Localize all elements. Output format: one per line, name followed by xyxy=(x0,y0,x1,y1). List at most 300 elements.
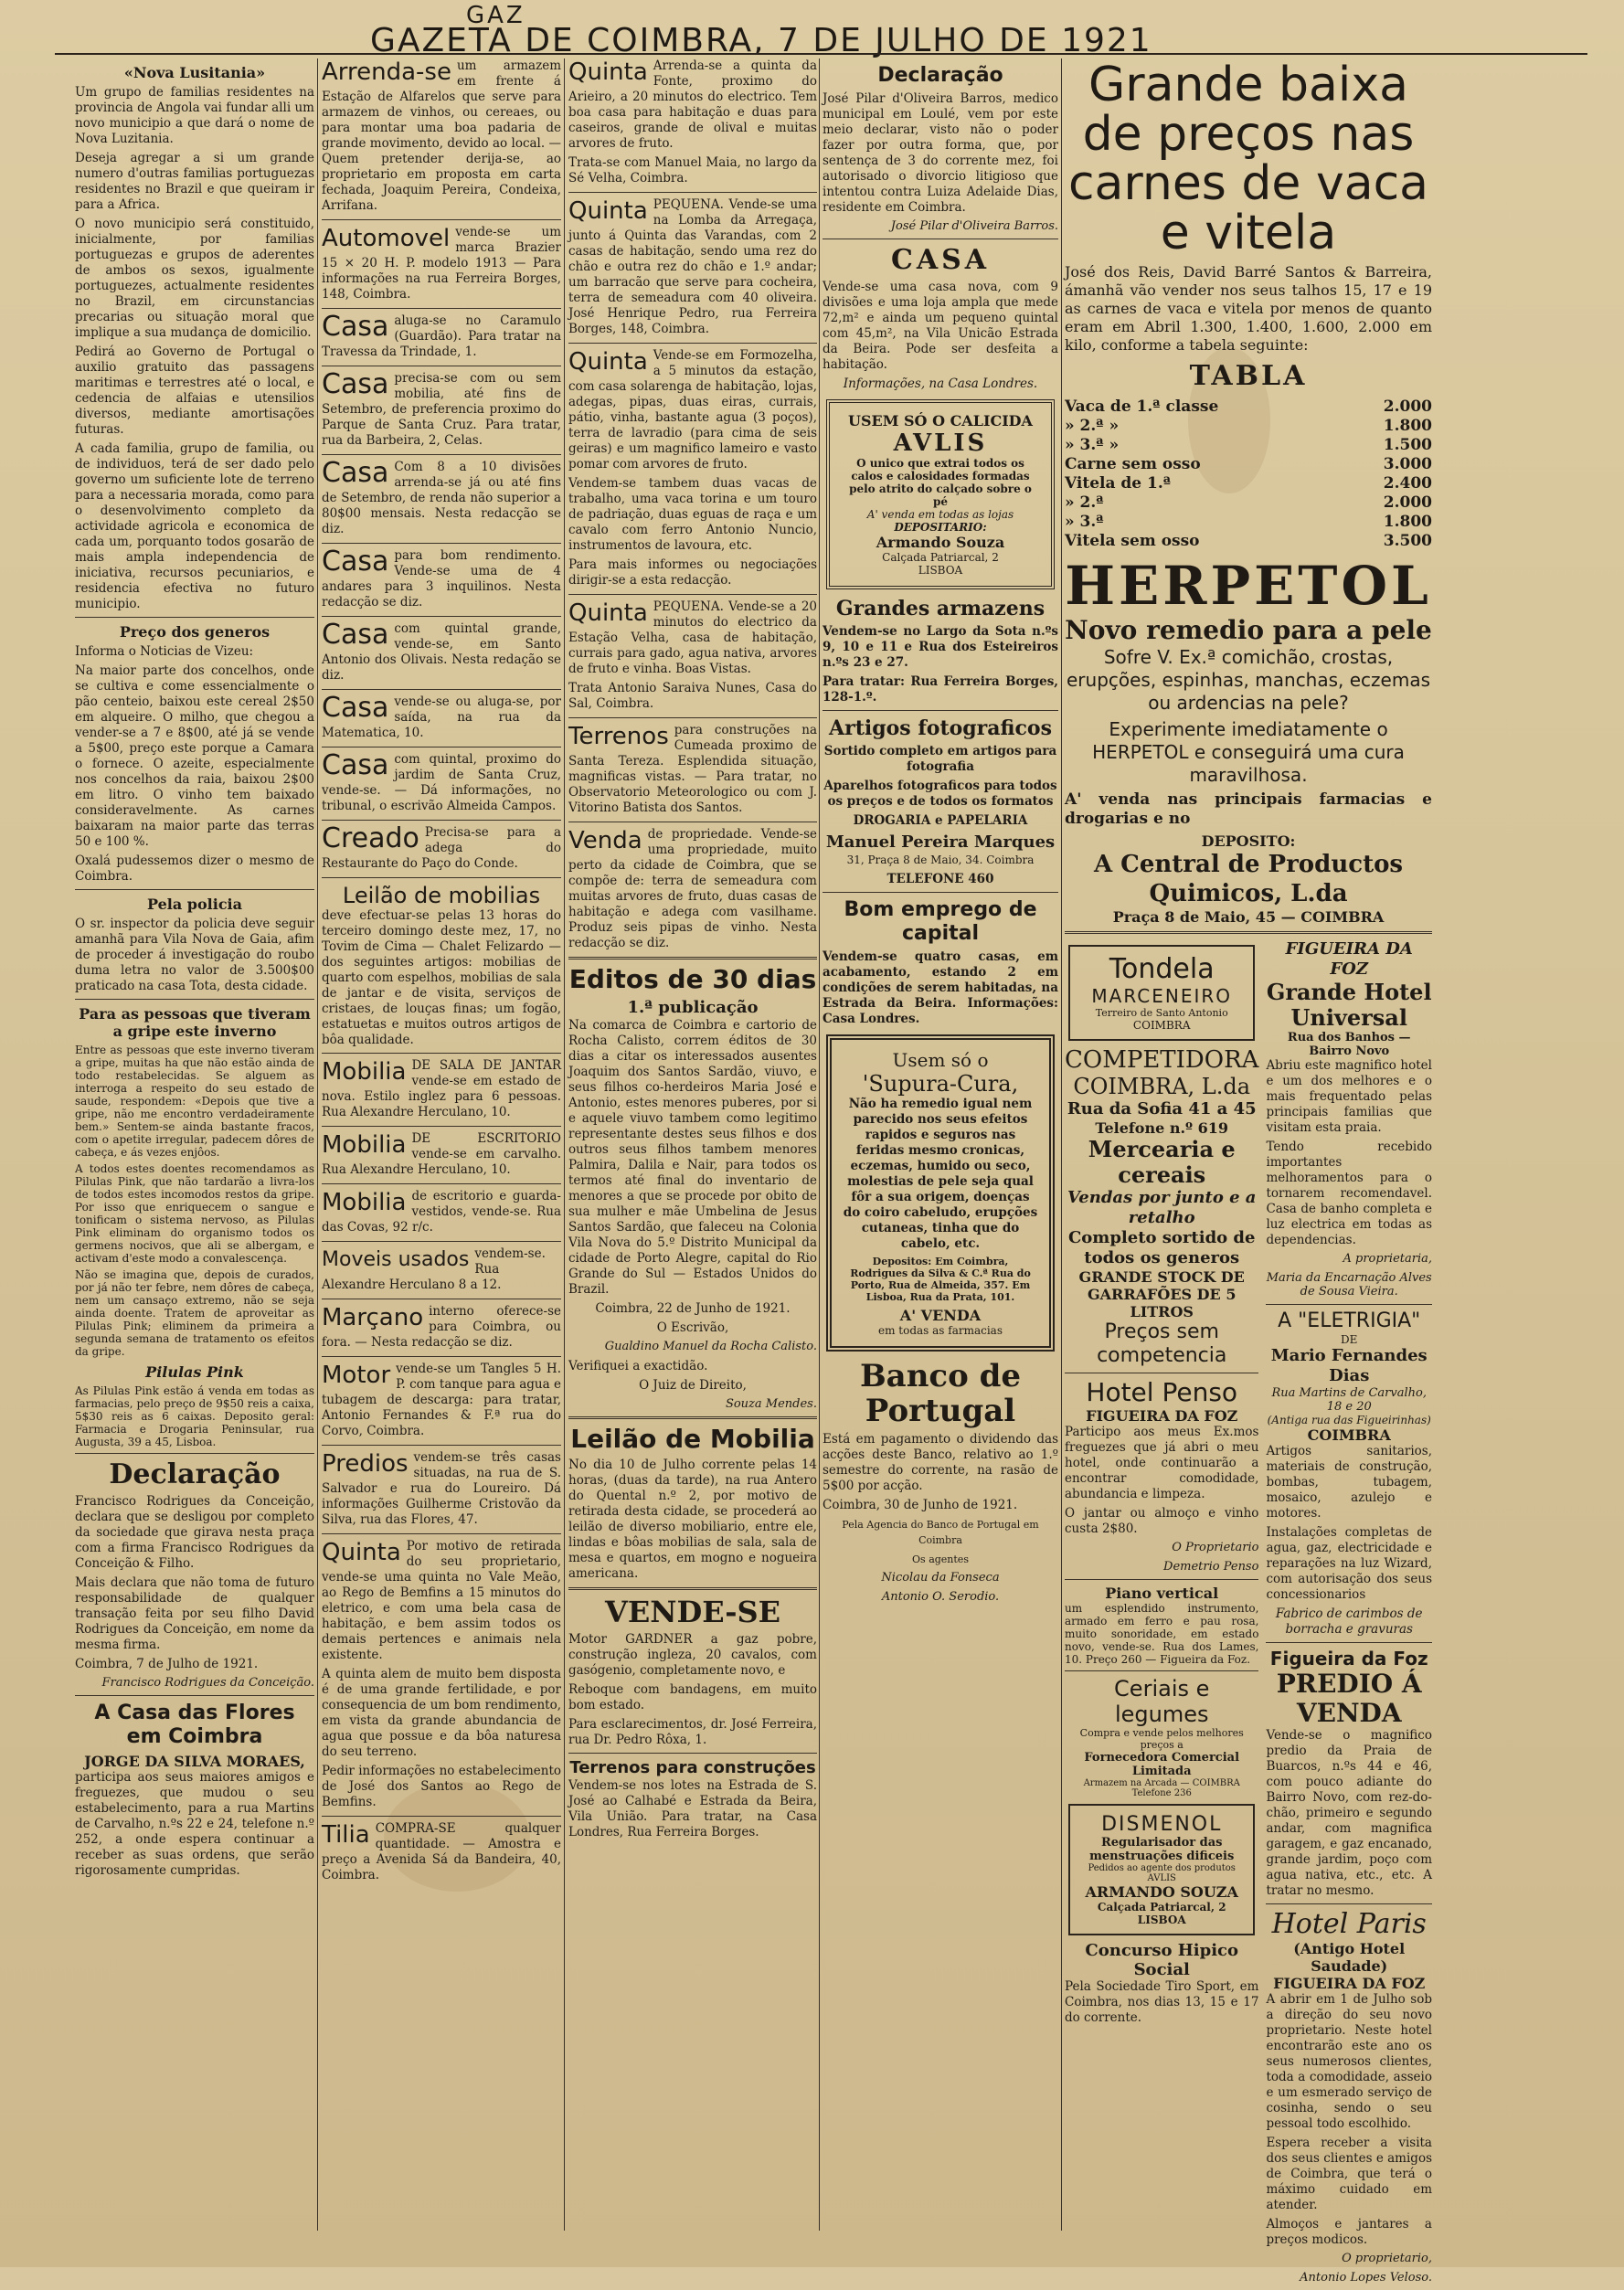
ad-text: Praça 8 de Maio, 45 — COIMBRA xyxy=(1112,908,1385,926)
ad-text: Francisco Rodrigues da Conceição, declara que se desligou por completo da sociedade que girava nesta praça com a firma Francisco Rodrigues da Conceição & Filho. xyxy=(75,1494,314,1571)
ad-title: VENDE-SE xyxy=(605,1595,780,1629)
ad-text: Pedir informações no estabelecimento de José dos Santos ao Rego de Bemfins. xyxy=(322,1764,561,1809)
ad-title: Grande Hotel Universal xyxy=(1266,979,1432,1031)
ad-lead: Casa xyxy=(322,311,389,343)
ad-title: Piano vertical xyxy=(1105,1585,1219,1602)
ad-text: LISBOA xyxy=(1137,1914,1186,1926)
ad-title: PREDIO Á VENDA xyxy=(1276,1669,1422,1728)
ad-text: Figueira da Foz xyxy=(1269,1648,1428,1670)
masthead-title: GAZETA DE COIMBRA, 7 DE JULHO DE 1921 xyxy=(370,22,1152,59)
price-value: 1.800 xyxy=(1383,417,1432,435)
classified-ad xyxy=(322,1131,561,1178)
ad-title: CASA xyxy=(890,244,991,276)
ad-title: Mercearia e cereais xyxy=(1088,1136,1236,1188)
separator xyxy=(322,1241,561,1242)
ad-title: COMPETIDORA xyxy=(1065,1046,1259,1074)
ad-lead: Mobilia xyxy=(322,1131,407,1159)
ad-text: DE SALA DE JANTAR vende-se em estado de nova. Estilo inglez para 6 pessoas. Rua Alexandre Herculano, 10. xyxy=(322,1058,561,1119)
separator xyxy=(75,1695,314,1696)
ad-text: Vendem-se quatro casas, em acabamento, estando 2 em condições de serem habitadas, na Estrada da Beira. Informações: Casa Londres. xyxy=(823,949,1058,1026)
ad-text: DE ESCRITORIO vende-se em carvalho. Rua Alexandre Herculano, 10. xyxy=(322,1131,561,1177)
ad-text: de escritorio e guarda-vestidos, vende-se. Rua das Covas, 92 r/c. xyxy=(322,1189,561,1235)
classified-ad xyxy=(322,749,561,814)
ad-text: PEQUENA. Vende-se a 20 minutos do electrico da Estação Velha, casa de habitação, currais para gado, agua nativa, arvores de fruto e vinha. Boas Vistas. xyxy=(568,599,817,676)
signature: Antonio Lopes Veloso. xyxy=(1300,2271,1432,2285)
ad-text: Coimbra, 30 de Junho de 1921. xyxy=(823,1498,1018,1512)
ad-text: Por motivo de retirada do seu proprietario, vende-se uma quinta no Vale Meão, ao Rego de Bemfins a 15 minutos do eletrico, e com uma bela casa de habitação, e bem assim todos os demais pertences e animais nela existente. xyxy=(322,1539,561,1662)
avlis-ad xyxy=(826,399,1055,589)
masthead-top: GAZ xyxy=(466,2,525,29)
classified-ad xyxy=(322,368,561,449)
ad-text: TELEFONE 460 xyxy=(886,872,994,886)
separator xyxy=(568,1587,817,1590)
classified-ad xyxy=(322,1246,561,1293)
separator xyxy=(75,889,314,890)
ad-title: HERPETOL xyxy=(1065,555,1432,617)
ad-split xyxy=(1065,939,1432,2290)
ad-subtitle: JORGE DA SILVA MORAES, xyxy=(84,1753,305,1770)
ad-title: COIMBRA, L.da xyxy=(1073,1074,1251,1099)
ad-text: aluga-se no Caramulo (Guardão). Para tratar na Travessa da Trindade, 1. xyxy=(322,313,561,359)
ad-text: Sofre V. Ex.ª comichão, crostas, erupções, espinhas, manchas, eczemas ou ardencias na pele? xyxy=(1066,646,1431,714)
ad-text: um armazem em frente á Estação de Alfarelos que serve para armazem de vinhos, ou cereaes, ou para montar uma boa padaria de grande movimento, devido ao local. — Quem pretender derija-se, ao proprietario em proposta em carta fechada, Joaquim Pereira, Condeixa, Arrifana. xyxy=(322,58,561,213)
ad-text: ARMANDO SOUZA xyxy=(1085,1883,1238,1901)
ad-text: Pela Sociedade Tiro Sport, em Coimbra, nos dias 13, 15 e 17 do corrente. xyxy=(1065,1979,1259,2025)
ad-text: para bom rendimento. Vende-se uma de 4 andares para 3 inquilinos. Nesta redacção se diz. xyxy=(322,548,561,610)
ad-text: vende-se um marca Brazier 15 × 20 H. P. modelo 1913 — Para informações na rua Ferreira Borges, 148, Coimbra. xyxy=(322,225,561,302)
ad-text: No dia 10 de Julho corrente pelas 14 horas, (duas da tarde), na rua Antero do Quental n.º 2, por motivo de retirada desta cidade, se procederá ao leilão de diverso mobiliario, entre ele, lindas e bôas mobilias de sala, sala de mesa e quartos, em mogno e nogueira americana. xyxy=(568,1458,817,1581)
ad-text: vendem-se. Rua Alexandre Herculano 8 a 12. xyxy=(322,1246,546,1292)
price-value: 2.000 xyxy=(1383,493,1432,512)
masthead-rule xyxy=(55,53,1587,55)
ad-text: Motor GARDNER a gaz pobre, construção ingleza, 20 cavalos, com gasógenio, completamente novo, e xyxy=(568,1632,817,1678)
article-text: Entre as pessoas que este inverno tiveram a gripe, muitas ha que não estão ainda de todo restabelecidas. Se alguem as interroga a respeito do seu estado de saude, respondem: «Depois que tive a gripe, não me encontro verdadeiramente bem.» Sentem-se ainda bastante fracos, com o apetite irregular, padecem dôres de cabeça, e ás vezes enjôos. xyxy=(75,1044,314,1159)
signature: Antonio O. Serodio. xyxy=(881,1590,1000,1604)
separator xyxy=(75,1453,314,1454)
separator xyxy=(823,710,1058,711)
ad-lead: Quinta xyxy=(322,1539,401,1566)
ad-text: precisa-se com ou sem mobilia, até fins de Setembro, de preferencia proximo do Parque de Santa Cruz. Para tratar, rua da Barbeira, 2, Celas. xyxy=(322,371,561,448)
ad-text: Vende-se em Formozelha, a 5 minutos da estação, com casa solarenga de habitação, lojas, adegas, pipas, duas eiras, currais, pátio, vinha, bastante agua (3 poços), terra de lavradio (para cima de seis geiras) e um magnifico lameiro e vasto pomar com arvores de fruto. xyxy=(568,348,817,472)
column-divider xyxy=(1061,58,1062,2231)
separator xyxy=(322,1533,561,1534)
ad-text: Espera receber a visita dos seus clientes e amigos de Coimbra, que terá o máximo cuidado em atender. xyxy=(1266,2136,1432,2212)
ad-title: 'Supura-Cura, xyxy=(862,1071,1019,1097)
column-1 xyxy=(75,58,314,2249)
price-row xyxy=(1065,436,1432,455)
signature: José Pilar d'Oliveira Barros. xyxy=(890,219,1058,233)
ad-lead: Quinta xyxy=(568,599,648,627)
ad-text: Aparelhos fotograficos para todos os preços e de todos os formatos xyxy=(823,779,1057,809)
ad-title: Declaração xyxy=(109,1458,281,1490)
ad-text: Para esclarecimentos, dr. José Ferreira, rua Dr. Pedro Rôxa, 1. xyxy=(568,1717,817,1747)
ad-text: USEM SÓ O CALICIDA xyxy=(848,412,1033,429)
ad-lead: Tilia xyxy=(322,1821,370,1849)
ad-text: O jantar ou almoço e vinho custa 2$80. xyxy=(1065,1506,1259,1536)
dismenol-ad xyxy=(1068,1804,1255,1935)
signature: A proprietaria, xyxy=(1343,1252,1432,1266)
ad-text: de propriedade. Vende-se uma propriedade, muito perto da cidade de Coimbra, que se compõe de: terra de semeadura com muitas arvores de fruto, duas casas de habitação e adega com vasilhame. Produz seis pipas de vinho. Nesta redacção se diz. xyxy=(568,827,817,950)
ad-text: Coimbra, 7 de Julho de 1921. xyxy=(75,1657,259,1671)
separator xyxy=(322,877,561,878)
table-title: TABLA xyxy=(1189,360,1308,392)
signature: Demetrio Penso xyxy=(1163,1560,1259,1574)
article-text: Informa o Noticias de Vizeu: xyxy=(75,644,254,659)
separator xyxy=(1065,931,1432,934)
separator xyxy=(568,1416,817,1419)
signature: Souza Mendes. xyxy=(725,1397,817,1411)
ad-text: DE xyxy=(1341,1333,1358,1346)
separator xyxy=(322,454,561,455)
ad-text: Rua Martins de Carvalho, 18 e 20 xyxy=(1271,1386,1427,1414)
classified-ad xyxy=(568,58,817,186)
article-text: Pedirá ao Governo de Portugal o auxilio gratuito das passagens maritimas e terrestres até o local, e cedencia de alfaias e utensilios diversos, mediante amortisações futuras. xyxy=(75,345,314,437)
ad-text: Precisa-se para a adega do Restaurante do Paço do Conde. xyxy=(322,825,561,871)
ad-text: um esplendido instrumento, armado em ferro e pau rosa, muito sonoridade, em estado novo, vende-se. Rua dos Lames, 10. Preço 260 — Figueira da Foz. xyxy=(1065,1602,1259,1666)
classified-ad xyxy=(322,694,561,741)
ad-text: com quintal grande, vende-se, em Santo Antonio dos Olivais. Nesta redação se diz. xyxy=(322,621,561,683)
ad-text: Pela Agencia do Banco de Portugal em Coimbra xyxy=(842,1519,1039,1546)
article-text: A cada familia, grupo de familia, ou de individuos, terá de ser dado pelo governo um suficiente lote de terreno para a necessaria morada, como para o desenvolvimento completo da actividade agricola e economica de cada um, porquanto todos gosarão de mais ampla independencia de iniciativa, recursos pecuniarios, e residencia efectiva no futuro municipio. xyxy=(75,441,314,611)
ad-text: (Antigo Hotel Saudade) xyxy=(1293,1940,1406,1975)
column-4 xyxy=(823,58,1058,2249)
ad-text: Mario Fernandes Dias xyxy=(1270,1346,1428,1385)
price-row xyxy=(1065,398,1432,417)
price-item: Vitela sem osso xyxy=(1065,532,1200,550)
signature: Nicolau da Fonseca xyxy=(881,1571,1000,1585)
ad-lead: Terrenos xyxy=(568,723,669,750)
ad-lead: Venda xyxy=(568,827,642,854)
ad-text: Mais declara que não toma de futuro responsabilidade de qualquer transação feita por seu filho David Rodrigues da Conceição, em nome da mesma firma. xyxy=(75,1575,314,1652)
separator xyxy=(568,957,817,959)
ad-text: Para tratar: Rua Ferreira Borges, 128-1.º. xyxy=(823,674,1058,705)
ad-text: 31, Praça 8 de Maio, 34. Coimbra xyxy=(846,853,1035,866)
separator xyxy=(75,617,314,618)
separator xyxy=(568,343,817,344)
article-text: Oxalá pudessemos dizer o mesmo de Coimbra. xyxy=(75,853,314,884)
ad-title: A Casa das Flores em Coimbra xyxy=(94,1702,295,1748)
separator xyxy=(322,308,561,309)
ad-text: Usem só o xyxy=(892,1049,989,1071)
ad-text: GRANDE STOCK DE GARRAFÕES DE 5 LITROS xyxy=(1078,1268,1245,1320)
ad-text: para construções na Cumeada proximo de Santa Tereza. Esplendida situação, magnificas vistas. — Para tratar, no Observatorio Meteorologico ou com J. Vitorino Batista dos Santos. xyxy=(568,723,817,815)
ad-title: DISMENOL xyxy=(1101,1813,1223,1836)
price-item: Vitela de 1.ª xyxy=(1065,474,1172,493)
ad-text: Sortido completo em artigos para fotografia xyxy=(823,744,1057,774)
ad-text: Coimbra, 22 de Junho de 1921. xyxy=(595,1301,791,1316)
ad-text: Artigos sanitarios, materiais de construção, bombas, tubagem, mosaico, azulejo e motores. xyxy=(1266,1444,1432,1521)
ad-text: Reboque com bandagens, em muito bom estado. xyxy=(568,1682,817,1712)
article-text: Não se imagina que, depois de curados, por já não ter febre, nem dôres de cabeça, nem um cansaço extremo, não se seja ainda doente. Tratem de aproveitar as Pilulas Pink; eliminem da primeira a segunda semana de tratamento os efeitos da gripe. xyxy=(75,1268,314,1358)
ad-title: AVLIS xyxy=(893,429,988,457)
ad-text: Preços sem competencia xyxy=(1097,1320,1227,1367)
article-title: Pilulas Pink xyxy=(145,1363,244,1381)
price-item: Carne sem osso xyxy=(1065,455,1201,473)
ad-lead: Quinta xyxy=(568,348,648,376)
ad-text: Vendem-se no Largo da Sota n.ºs 9, 10 e 11 e Rua dos Esteireiros n.ºs 23 e 27. xyxy=(823,624,1058,670)
ad-title: Grandes armazens xyxy=(835,597,1046,620)
separator xyxy=(1266,1642,1432,1643)
ad-text: Vende-se o magnifico predio da Praia de Buarcos, n.ºs 44 e 46, com pouco adiante do Bairro Novo, com rez-do-chão, primeiro e segundo andar, com magnifica garagem, e gaz encanado, grande jardim, poço com agua nativa, etc., etc. A tratar no mesmo. xyxy=(1266,1728,1432,1898)
ad-subtitle: 1.ª publicação xyxy=(627,998,759,1017)
classified-ad xyxy=(322,1821,561,1883)
ad-subcolumn-right xyxy=(1266,939,1432,2290)
ad-text: Tendo recebido importantes melhoramentos para o tornarem recomendavel. Casa de banho completa e luz electrica em todas as dependencias. xyxy=(1266,1140,1432,1247)
ad-text: MARCENEIRO xyxy=(1091,985,1232,1007)
classified-ad xyxy=(322,225,561,302)
ad-title: Banco de Portugal xyxy=(859,1358,1022,1429)
ad-text: interno oferece-se para Coimbra, ou fora. — Nesta redacção se diz. xyxy=(322,1304,561,1350)
ad-text: Vende-se uma casa nova, com 9 divisões e uma loja ampla que mede 72,m² e ainda um pequeno quintal com 45,m², na Vila Unicão Estrada da Beira. Pode ser desfeita a habitação. xyxy=(823,280,1058,372)
price-item: » 3.ª xyxy=(1065,513,1104,531)
ad-title: Grande baixa de preços nas carnes de vaca e vitela xyxy=(1067,58,1429,260)
price-row xyxy=(1065,493,1432,513)
ad-text: vende-se ou aluga-se, por saída, na rua da Matematica, 10. xyxy=(322,694,561,740)
ad-text: Almoços e jantares a preços modicos. xyxy=(1266,2217,1432,2247)
classified-ad xyxy=(322,313,561,360)
separator xyxy=(1065,1579,1258,1580)
price-value: 2.400 xyxy=(1383,474,1432,493)
ad-text: Experimente imediatamente o HERPETOL e conseguirá uma cura maravilhosa. xyxy=(1092,718,1405,786)
ad-text: Participo aos meus Ex.mos freguezes que já abri o meu hotel, onde continuarão a encontrar comodidade, abundancia e limpeza. xyxy=(1065,1425,1259,1501)
ad-text: (Antiga rua das Figueirinhas) xyxy=(1267,1414,1431,1426)
classified-ad xyxy=(568,723,817,816)
ad-title: Bom emprego de capital xyxy=(844,898,1037,945)
classified-ad xyxy=(322,1450,561,1528)
ad-text: A Central de Productos Quimicos, L.da xyxy=(1093,851,1404,907)
ad-text: Não ha remedio igual nem parecido nos seus efeitos rapidos e seguros nas feridas mesmo cronicas, eczemas, humido ou seco, molestias de pele seja qual fôr a sua origem, doenças do coiro cabeludo, erupções cutaneas, tinha que do cabelo, etc. xyxy=(843,1097,1038,1251)
ad-text: COIMBRA xyxy=(1307,1426,1391,1444)
ad-title: Declaração xyxy=(877,64,1003,87)
ad-text: Compra e vende pelos melhores preços a xyxy=(1079,1727,1244,1751)
ad-text: Vendem-se nos lotes na Estrada de S. José ao Calhabé e Estrada da Beira, Vila União. Para tratar, na Casa Londres, Rua Ferreira Borges. xyxy=(568,1778,817,1839)
column-2 xyxy=(322,58,561,2249)
classified-ad xyxy=(322,457,561,537)
separator xyxy=(322,1126,561,1127)
price-item: » 3.ª » xyxy=(1065,436,1120,454)
price-value: 3.000 xyxy=(1383,455,1432,473)
ad-text: DROGARIA e PAPELARIA xyxy=(853,813,1028,828)
separator xyxy=(1266,1304,1432,1305)
ad-lead: Casa xyxy=(322,692,389,724)
ad-text: A abrir em 1 de Julho sob a direção do seu novo proprietario. Neste hotel encontrarão este ano os seus numerosos clientes, toda a comodidade, asseio e um esmerado serviço de cosinha, sendo o seu pessoal todo escolhido. xyxy=(1266,1992,1432,2131)
ad-text: Rua da Sofia 41 a 45 xyxy=(1067,1099,1257,1118)
ad-text: Informações, na Casa Londres. xyxy=(843,376,1038,391)
article-title: Para as pessoas que tiveram a gripe este inverno xyxy=(79,1005,311,1040)
article-text: A todos estes doentes recomendamos as Pilulas Pink, que não tardarão a livra-los de todos estes incomodos restos da gripe. Por isso que enriquecem o sangue e tonificam o sistema nervoso, as Pilulas Pink eliminam do organismo todos os germens nocivos, que ali se albergam, e activam d'este modo a convalescença. xyxy=(75,1162,314,1265)
signature: O Proprietario xyxy=(1172,1541,1259,1554)
ad-lead: Moveis usados xyxy=(322,1248,470,1271)
ad-text: Vendem-se tambem duas vacas de trabalho, uma vaca torina e um touro de padriação, duas eguas de raça e um cavalo com ferro Antonio Nuncio, instrumentos de lavoura, etc. xyxy=(568,476,817,553)
ad-lead: Casa xyxy=(322,619,389,651)
signature: Maria da Encarnação Alves de Sousa Vieira. xyxy=(1266,1271,1432,1299)
separator xyxy=(322,689,561,690)
column-divider xyxy=(317,58,318,2231)
article-title: Pela policia xyxy=(147,896,242,913)
article-text: Na maior parte dos concelhos, onde se cultiva e come essencialmente o pão centeio, baixou este cereal 2$50 em alqueire. O milho, que chegou a vender-se a 7 e 8$00, até já se vende a 5$00, preço este porque a Camara o fornece. O azeite, especialmente nos concelhos da raia, baixou 2$00 em litro. O vinho tem baixado consideravelmente. As carnes baixaram na maior parte das terras 50 e 100 %. xyxy=(75,663,314,849)
ad-text: Com 8 a 10 divisões arrenda-se já ou até fins de Setembro, de renda não superior a 80$00 mensais. Nesta redacção se diz. xyxy=(322,460,561,536)
ad-lead: Casa xyxy=(322,368,389,400)
ad-text: Armando Souza xyxy=(876,534,1005,551)
ad-text: O Juiz de Direito, xyxy=(639,1378,747,1393)
classified-ad xyxy=(322,1189,561,1235)
ad-text: Instalações completas de agua, gaz, electricidade e reparações na luz Wizard, com autorisação dos seus concessionarios xyxy=(1266,1525,1432,1602)
ad-text: O unico que extrai todos os calos e calosidades formadas pelo atrito do calçado sobre o pé xyxy=(849,457,1032,508)
classified-ad xyxy=(322,1058,561,1120)
classified-ad xyxy=(568,348,817,588)
column-3 xyxy=(568,58,817,2249)
price-row xyxy=(1065,455,1432,474)
ad-text: FIGUEIRA DA FOZ xyxy=(1273,1975,1426,1992)
masthead xyxy=(55,2,1587,59)
ad-text: Telefone n.º 619 xyxy=(1095,1119,1229,1137)
separator xyxy=(823,892,1058,893)
ad-text: vende-se um Tangles 5 H. P. com tanque para agua e tubagem de descarga: para tratar, Antonio Fernandes & F.ª rua do Corvo, Coimbra. xyxy=(322,1362,561,1438)
ad-title: Editos de 30 dias xyxy=(568,964,817,994)
ad-text: José dos Reis, David Barré Santos & Barreira, ámanhã vão vender nos seus talhos 15, 17 e 19 as carnes de vaca e vitela por menos de quanto eram em Abril 1.300, 1.400, 1.600, 2.000 em kilo, conforme a tabela seguinte: xyxy=(1065,263,1432,354)
separator xyxy=(322,616,561,617)
ad-text: Abriu este magnifico hotel e um dos melhores e o mais frequentado pelas principais familias que visitam esta praia. xyxy=(1266,1058,1432,1135)
classified-ad xyxy=(322,58,561,214)
separator xyxy=(322,1356,561,1357)
price-table xyxy=(1065,398,1432,551)
ad-text: com quintal, proximo do jardim de Santa Cruz, vende-se. — Dá informações, no tribunal, o escrivão Almeida Campos. xyxy=(322,752,561,813)
ad-text: Calçada Patriarcal, 2 xyxy=(882,551,999,564)
ad-lead: Casa xyxy=(322,457,389,489)
ad-text: Rua dos Banhos — Bairro Novo xyxy=(1287,1031,1411,1058)
separator xyxy=(322,1816,561,1817)
ad-text: Pedidos ao agente dos produtos AVLIS xyxy=(1088,1863,1236,1883)
separator xyxy=(568,192,817,193)
separator xyxy=(322,1183,561,1184)
classified-ad xyxy=(568,599,817,712)
ad-text: LISBOA xyxy=(918,564,963,577)
classified-ad xyxy=(568,197,817,337)
classified-ad xyxy=(322,1304,561,1351)
separator xyxy=(1065,1670,1258,1671)
separator xyxy=(322,1053,561,1054)
article-title: «Nova Lusitania» xyxy=(123,64,266,81)
ad-title: Leilão de mobilias xyxy=(342,883,541,908)
ad-lead: Quinta xyxy=(568,58,648,86)
price-row xyxy=(1065,474,1432,493)
ad-lead: Quinta xyxy=(568,197,648,225)
ad-text: Trata-se com Manuel Maia, no largo da Sé Velha, Coimbra. xyxy=(568,155,817,186)
article-text: O sr. inspector da policia deve seguir amanhã para Vila Nova de Gaia, afim de proceder á investigação do roubo duma letra no valor de 3.500$00 praticado na casa Tota, desta cidade. xyxy=(75,917,314,993)
separator xyxy=(75,999,314,1000)
ad-text: Calçada Patriarcal, 2 xyxy=(1097,1901,1226,1914)
ad-text: Na comarca de Coimbra e cartorio de Rocha Calisto, correm éditos de 30 dias a citar os interessados ausentes Joaquim dos Santos Sardão, viuvo, e seus filhos co-herdeiros Maria José e Antonio, estes menores puberes, por si e aquele viuvo tambem como legitimo representante destes seus filhos e dos outros seus filhos tambem menores Palmira, Dalila e Nair, para todos os termos até final do inventario de menores a que se procede por obito de sua mulher e mãe Umbelina de Jesus Santos Sardão, que faleceu na Colonia Vila Nova do 5.º Distrito Municipal da cidade de Porto Alegre, capital do Rio Grande do Sul — Estados Unidos do Brazil. xyxy=(568,1018,817,1297)
ad-text: Fabrico de carimbos de borracha e gravuras xyxy=(1275,1606,1423,1637)
price-row xyxy=(1065,513,1432,532)
tondela-ad xyxy=(1068,945,1255,1041)
price-item: » 2.ª xyxy=(1065,493,1104,512)
ad-lead: Mobilia xyxy=(322,1189,407,1216)
ad-text: Depositos: Em Coimbra, Rodrigues da Silva & C.ª Rua do Porto, Rua de Almeida, 357. Em Lisboa, Rua da Prata, 101. xyxy=(850,1256,1031,1303)
separator xyxy=(322,820,561,821)
classified-ad xyxy=(568,827,817,951)
ad-text: A quinta alem de muito bem disposta é de uma grande fertilidade, e por consequencia de um bom rendimento, em vista da grande abundancia de agua que possue e da bôa naturesa do seu terreno. xyxy=(322,1667,561,1759)
ad-text: COIMBRA xyxy=(1132,1019,1191,1032)
classified-ad xyxy=(322,822,561,872)
ad-subcolumn-left xyxy=(1065,939,1258,2290)
ad-text: Os agentes xyxy=(912,1553,969,1565)
ad-text: participa aos seus maiores amigos e freguezes, que mudou o seu estabelecimento, para a rua Martins de Carvalho, n.ºs 22 e 24, telefone n.º 252, a onde espera continuar a receber as suas ordens, que serão rigorosamente cumpridas. xyxy=(75,1770,314,1878)
price-value: 3.500 xyxy=(1383,532,1432,550)
ad-lead: Casa xyxy=(322,749,389,781)
classified-ad xyxy=(322,548,561,610)
ad-text: Para mais informes ou negociações dirigir-se a esta redacção. xyxy=(568,557,817,588)
ad-lead: Motor xyxy=(322,1362,391,1389)
classified-ad xyxy=(322,1362,561,1439)
ad-lead: Marçano xyxy=(322,1304,424,1331)
ad-title: Tondela xyxy=(1109,953,1215,985)
ad-text: em todas as farmacias xyxy=(877,1324,1003,1337)
price-value: 1.500 xyxy=(1383,436,1432,454)
price-row xyxy=(1065,417,1432,436)
ad-text: Vendas por junto e a retalho xyxy=(1067,1188,1257,1227)
ad-lead: Mobilia xyxy=(322,1058,407,1086)
signature: O proprietario, xyxy=(1342,2252,1432,2265)
ad-subtitle: Novo remedio para a pele xyxy=(1065,615,1432,645)
ad-text: Armazem na Arcada — COIMBRA Telefone 236 xyxy=(1083,1778,1240,1798)
separator xyxy=(568,594,817,595)
ad-text: FIGUEIRA DA FOZ xyxy=(1285,939,1413,979)
ad-text: DEPOSITO: xyxy=(1201,832,1296,850)
ad-title: Hotel Paris xyxy=(1271,1908,1427,1940)
ad-lead: Predios xyxy=(322,1450,409,1478)
ad-text: Completo sortido de todos os generos xyxy=(1067,1228,1256,1267)
ad-text: PEQUENA. Vende-se uma na Lomba da Arregaça, junto á Quinta das Varandas, com 2 casas de habitação, sendo uma rez do chão e outra rez do chão e 1.º andar; um barracão que serve para cocheira, terra de semeadura com 40 oliveira. José Henrique Pedro, rua Ferreira Borges, 148, Coimbra. xyxy=(568,197,817,336)
classified-ad xyxy=(322,1539,561,1810)
ad-lead: Creado xyxy=(322,822,419,854)
price-item: » 2.ª » xyxy=(1065,417,1120,435)
ad-text: Verifiquei a exactidão. xyxy=(568,1359,708,1373)
ad-title: Concurso Hipico Social xyxy=(1085,1941,1239,1979)
ad-title: Terrenos para construções xyxy=(569,1758,816,1777)
article-text: O novo municipio será constituido, inicialmente, por familias portuguezas e grupos de aderentes de ambos os sexos, igualmente portuguezes, actualmente residentes no Brazil, em circunstancias precarias ou situação moral que implique a sua mudança de domicilio. xyxy=(75,217,314,340)
separator xyxy=(322,219,561,220)
column-divider xyxy=(819,58,820,2231)
article-text: Um grupo de familias residentes na provincia de Angola vai fundar alli um novo municipio a que dará o nome de Nova Luzitania. xyxy=(75,85,314,146)
ad-text: Está em pagamento o dividendo das acções deste Banco, relativo ao 1.º semestre do corrente, na rasão de 5$00 por acção. xyxy=(823,1432,1058,1493)
ad-text: Trata Antonio Saraiva Nunes, Casa do Sal, Coimbra. xyxy=(568,681,817,711)
separator xyxy=(322,1445,561,1446)
price-item: Vaca de 1.ª classe xyxy=(1065,398,1219,416)
ad-text: José Pilar d'Oliveira Barros, medico municipal em Loulé, vem por este meio declarar, visto não o poder fazer por outra forma, que, por sentença de 3 do corrente mez, foi autorisado o divorcio litigioso que intentou contra Luiza Adelaide Dias, residente em Coimbra. xyxy=(823,91,1058,215)
article-text: Deseja agregar a si um grande numero d'outras familias portuguezas residentes no Brazil e que queiram ir para a Africa. xyxy=(75,151,314,212)
ad-text: COMPRA-SE qualquer quantidade. — Amostra e preço a Avenida Sá da Bandeira, 40, Coimbra. xyxy=(322,1821,561,1882)
ad-text: Regularisador das menstruações dificeis xyxy=(1089,1836,1235,1863)
ad-text: FIGUEIRA DA FOZ xyxy=(1086,1407,1238,1425)
price-row xyxy=(1065,532,1432,551)
signature: Francisco Rodrigues da Conceição. xyxy=(101,1676,314,1690)
ad-lead: Casa xyxy=(322,546,389,578)
article-text: As Pilulas Pink estão á venda em todas as farmacias, pelo preço de 9$50 reis a caixa, 5$30 reis as 6 caixas. Deposito geral: Farmacia e Drogaria Peninsular, rua Augusta, 39 a 45, Lisboa. xyxy=(75,1384,314,1448)
ad-lead: Automovel xyxy=(322,225,451,252)
ad-title: A "ELETRIGIA" xyxy=(1278,1309,1421,1332)
ad-text: vendem-se três casas situadas, na rua de S. Salvador e rua do Loureiro. Dá informações Guilherme Cristovão da Silva, rua das Flores, 47. xyxy=(322,1450,561,1527)
separator xyxy=(1266,1903,1432,1904)
price-value: 1.800 xyxy=(1383,513,1432,531)
ad-title: Artigos fotograficos xyxy=(829,716,1052,740)
ad-text: Fornecedora Comercial Limitada xyxy=(1084,1751,1240,1778)
ad-text: Terreiro de Santo Antonio xyxy=(1095,1007,1228,1019)
supura-cura-ad xyxy=(826,1034,1055,1352)
article-title: Preço dos generos xyxy=(119,623,271,641)
ad-text: O Escrivão, xyxy=(656,1320,729,1335)
ad-title: Leilão de Mobilia xyxy=(570,1424,815,1454)
